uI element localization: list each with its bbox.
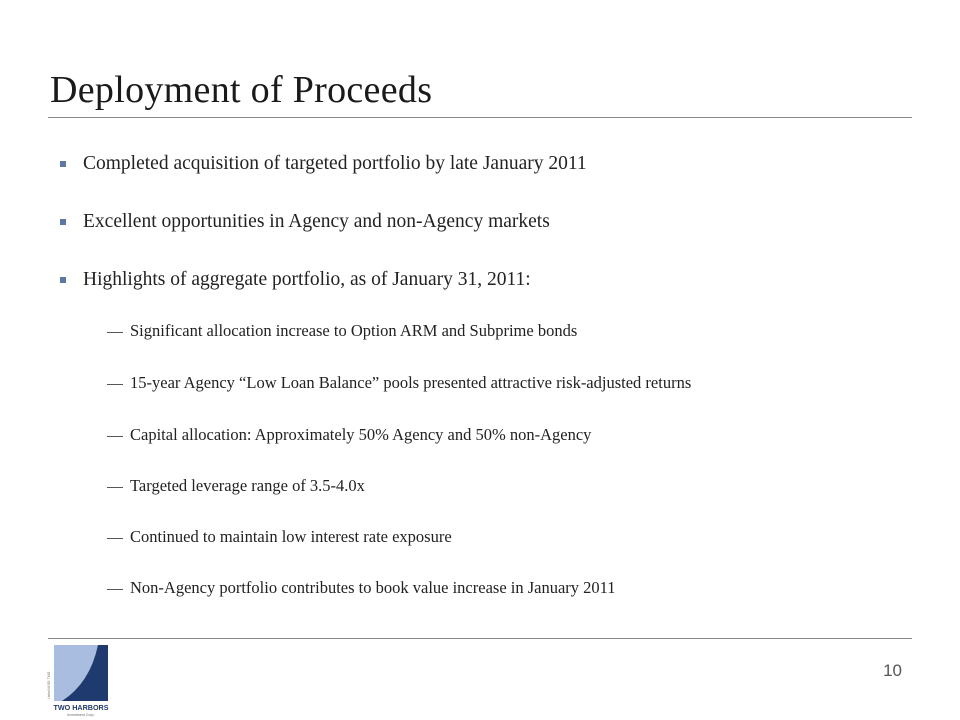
two-harbors-logo xyxy=(46,643,112,717)
square-bullet-icon xyxy=(60,277,66,283)
sub-bullet-text: Non-Agency portfolio contributes to book value increase in January 2011 xyxy=(130,578,616,597)
sub-bullet-text: Continued to maintain low interest rate exposure xyxy=(130,527,452,546)
dash-bullet-icon xyxy=(107,538,123,539)
slide-title: Deployment of Proceeds xyxy=(50,69,433,111)
dash-bullet-icon xyxy=(107,332,123,333)
square-bullet-icon xyxy=(60,219,66,225)
logo-subtitle: Investment Corp. xyxy=(67,713,95,717)
dash-bullet-icon xyxy=(107,384,123,385)
sub-bullet-text: Capital allocation: Approximately 50% Agency and 50% non-Agency xyxy=(130,425,592,444)
sub-bullet-text: 15-year Agency “Low Loan Balance” pools presented attractive risk-adjusted returns xyxy=(130,373,692,392)
logo-side-text: Listed NYSE: TWO xyxy=(47,671,51,699)
logo-wordmark: TWO HARBORS xyxy=(53,703,109,712)
bullet-text: Excellent opportunities in Agency and non-Agency markets xyxy=(83,211,550,232)
dash-bullet-icon xyxy=(107,589,123,590)
dash-bullet-icon xyxy=(107,436,123,437)
page-number: 10 xyxy=(883,661,902,680)
footer-divider xyxy=(48,638,912,639)
sub-bullet-text: Targeted leverage range of 3.5-4.0x xyxy=(130,476,365,495)
square-bullet-icon xyxy=(60,161,66,167)
bullet-text: Highlights of aggregate portfolio, as of January 31, 2011: xyxy=(83,269,531,290)
sub-bullet-text: Significant allocation increase to Option ARM and Subprime bonds xyxy=(130,321,578,340)
bullet-text: Completed acquisition of targeted portfolio by late January 2011 xyxy=(83,153,587,174)
dash-bullet-icon xyxy=(107,487,123,488)
title-divider xyxy=(48,117,912,118)
